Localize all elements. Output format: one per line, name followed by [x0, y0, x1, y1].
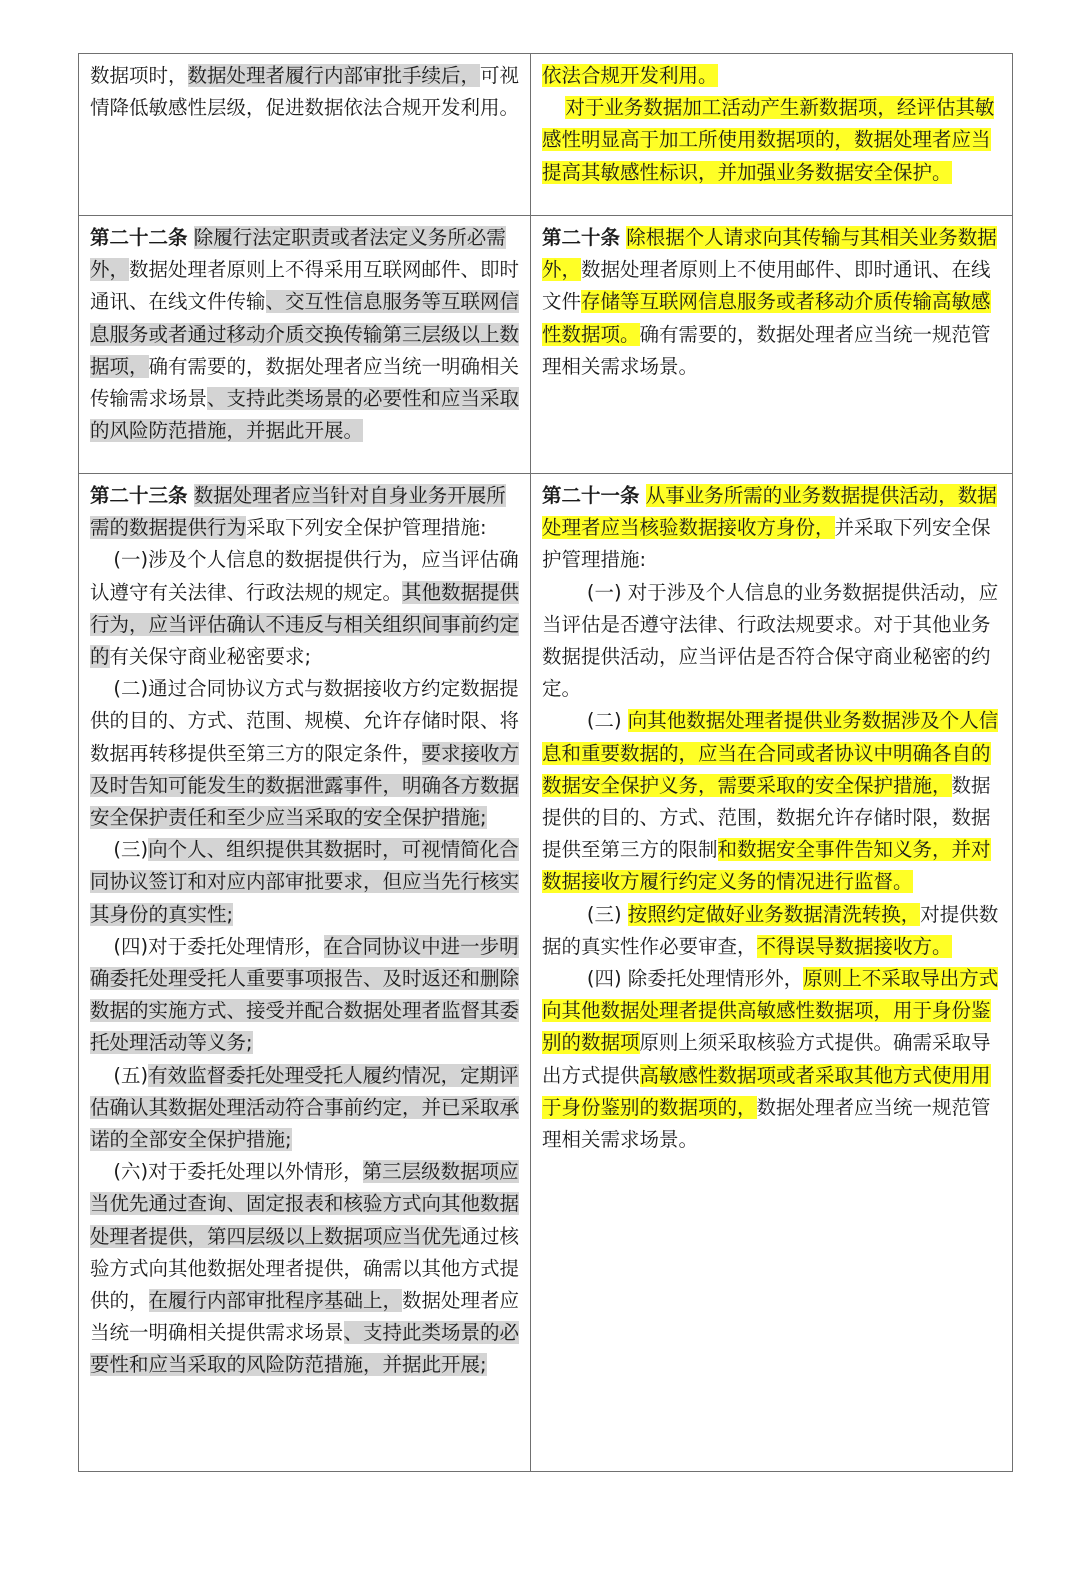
paragraph [542, 705, 1002, 898]
text-segment: 有关保守商业秘密要求; [109, 645, 312, 669]
text-segment: 确有需要的，数据处理者应当统一明确相关传输需求场景 [90, 354, 520, 411]
paragraph [542, 92, 1002, 189]
highlighted-text: 数据处理者应当针对自身业务开展所需的数据提供行为 [90, 484, 506, 540]
text-segment: 数据提供的目的、方式、范围，数据允许存储时限，数据提供至第三方的限制 [542, 773, 991, 862]
table-row [79, 216, 1013, 474]
highlighted-text: 不得误导数据接收方。 [756, 934, 952, 958]
paragraph [90, 1060, 520, 1157]
paragraph [542, 222, 1002, 383]
paragraph [90, 834, 520, 931]
highlighted-text: 数据处理者履行内部审批手续后， [187, 64, 481, 87]
text-segment: (五) [113, 1063, 149, 1087]
paragraph [90, 544, 520, 673]
text-segment: 数据处理者原则上不得采用互联网邮件、即时通讯、在线文件传输 [90, 258, 520, 314]
text-segment: 数据项时， [90, 64, 188, 87]
paragraph [542, 480, 1002, 577]
text-segment: (一)涉及个人信息的数据提供行为，应当评估确认遵守有关法律、行政法规的规定。 [90, 548, 519, 604]
article-number: 第二十一条 [542, 484, 640, 507]
left-cell [79, 474, 531, 1472]
left-cell [79, 216, 531, 474]
article-number: 第二十二条 [90, 226, 188, 249]
paragraph [90, 222, 520, 447]
paragraph [542, 577, 1002, 706]
text-segment: (六)对于委托处理以外情形， [113, 1160, 363, 1184]
highlighted-text: 在合同协议中进一步明确委托处理受托人重要事项报告、及时返还和删除数据的实施方式、接受并配合数据处理者监督其委托处理活动等义务; [90, 934, 520, 1055]
highlighted-text: 、交互性信息服务等互联网信息服务或者通过移动介质交换传输第三层级以上数据项， [90, 290, 520, 378]
highlighted-text: 按照约定做好业务数据清洗转换， [627, 902, 921, 926]
highlighted-text: 除根据个人请求向其传输与其相关业务数据外， [542, 226, 997, 282]
highlighted-text: 存储等互联网信息服务或者移动介质传输高敏感性数据项。 [542, 290, 991, 346]
text-segment [188, 226, 194, 249]
paragraph [90, 480, 520, 544]
highlighted-text: 在履行内部审批程序基础上， [148, 1289, 403, 1313]
table-row [79, 474, 1013, 1472]
highlighted-text: 其他数据提供行为，应当评估确认不违反与相关组织间事前约定的 [90, 580, 520, 669]
text-segment [640, 484, 646, 507]
paragraph [90, 673, 520, 834]
highlighted-text: 向个人、组织提供其数据时，可视情简化合同协议签订和对应内部审批要求，但应当先行核实其身份的真实性; [90, 838, 520, 926]
text-segment: (四)对于委托处理情形， [113, 934, 324, 958]
highlighted-text: 向其他数据处理者提供业务数据涉及个人信息和重要数据的，应当在合同或者协议中明确各自的数据安全保护义务，需要采取的安全保护措施， [542, 709, 999, 797]
highlighted-text: 、支持此类场景的必要性和应当采取的风险防范措施，并据此开展; [90, 1321, 520, 1377]
text-segment: 采取下列安全保护管理措施: [246, 516, 487, 540]
left-cell [79, 54, 531, 216]
right-cell [531, 216, 1013, 474]
text-segment: (一) 对于涉及个人信息的业务数据提供活动，应当评估是否遵守法律、行政法规要求。对于其他业务数据提供活动，应当评估是否符合保守商业秘密的约定。 [542, 580, 999, 701]
highlighted-text: 有效监督委托处理受托人履约情况，定期评估确认其数据处理活动符合事前约定，并已采取承诺的全部安全保护措施; [90, 1063, 520, 1152]
text-segment: 并采取下列安全保护管理措施: [542, 516, 991, 572]
highlighted-text: 高敏感性数据项或者采取其他方式使用用于身份鉴别的数据项的， [542, 1063, 991, 1119]
highlighted-text: 原则上不采取导出方式向其他数据处理者提供高敏感性数据项，用于身份鉴别的数据项 [542, 967, 999, 1055]
text-segment: (二)通过合同协议方式与数据接收方约定数据提供的目的、方式、范围、规模、允许存储时限、将数据再转移提供至第三方的限定条件， [90, 677, 520, 765]
text-segment: 通过核验方式向其他数据处理者提供，确需以其他方式提供的， [90, 1224, 520, 1313]
highlighted-text: 除履行法定职责或者法定义务所必需外， [90, 226, 506, 282]
text-segment [188, 484, 194, 507]
paragraph [542, 60, 1002, 92]
paragraph [90, 60, 520, 124]
paragraph [90, 1156, 520, 1381]
comparison-table [78, 53, 1013, 1472]
text-segment: 数据处理者原则上不使用邮件、即时通讯、在线文件 [542, 258, 991, 314]
highlighted-text: 对于业务数据加工活动产生新数据项，经评估其敏感性明显高于加工所使用数据项的，数据处理者应当提高其敏感性标识，并加强业务数据安全保护。 [542, 96, 995, 184]
paragraph [542, 899, 1002, 963]
table-row [79, 54, 1013, 216]
text-segment: (三) [113, 838, 149, 862]
text-segment: 原则上须采取核验方式提供。确需采取导出方式提供 [542, 1031, 991, 1087]
article-number: 第二十条 [542, 226, 621, 249]
paragraph [90, 931, 520, 1060]
text-segment: (二) [586, 709, 628, 733]
text-segment: (四) 除委托处理情形外， [586, 967, 804, 991]
article-number: 第二十三条 [90, 484, 188, 507]
highlighted-text: 从事业务所需的业务数据提供活动，数据处理者应当核验数据接收方身份， [542, 484, 997, 540]
highlighted-text: 、支持此类场景的必要性和应当采取的风险防范措施，并据此开展。 [90, 387, 520, 443]
highlighted-text: 第三层级数据项应当优先通过查询、固定报表和核验方式向其他数据处理者提供，第四层级以上数据项应当优先 [90, 1160, 520, 1248]
right-cell [531, 474, 1013, 1472]
text-segment: (三) [586, 902, 628, 926]
paragraph [542, 963, 1002, 1156]
highlighted-text: 和数据安全事件告知义务，并对数据接收方履行约定义务的情况进行监督。 [542, 838, 991, 894]
text-segment: 确有需要的，数据处理者应当统一规范管理相关需求场景。 [542, 322, 991, 378]
text-segment: 数据处理者应当统一明确相关提供需求场景 [90, 1289, 520, 1345]
text-segment: 可视情降低敏感性层级，促进数据依法合规开发利用。 [90, 64, 520, 120]
text-segment: 对提供数据的真实性作必要审查， [542, 902, 999, 958]
right-cell [531, 54, 1013, 216]
text-segment: 数据处理者应当统一规范管理相关需求场景。 [542, 1095, 991, 1152]
highlighted-text: 要求接收方及时告知可能发生的数据泄露事件，明确各方数据安全保护责任和至少应当采取的安全保护措施; [90, 741, 520, 830]
highlighted-text: 依法合规开发利用。 [542, 64, 718, 87]
